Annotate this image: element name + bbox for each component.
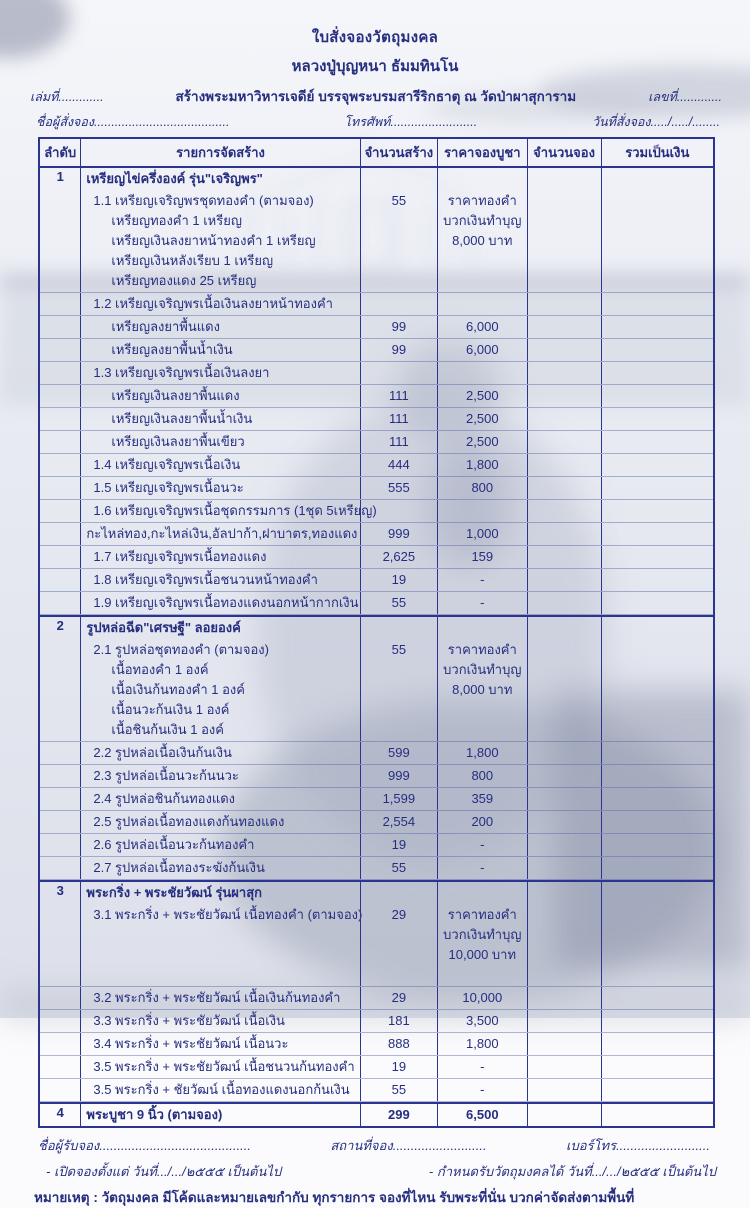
cell-price: 359 bbox=[437, 788, 527, 810]
table-row bbox=[40, 166, 713, 190]
cell-item bbox=[80, 1079, 359, 1101]
header-item: รายการจัดสร้าง bbox=[80, 139, 359, 166]
table-row bbox=[40, 1079, 713, 1102]
table-body bbox=[40, 166, 713, 1126]
cell-no bbox=[40, 1079, 80, 1101]
item-line: พระบูชา 9 นิ้ว (ตามจอง) bbox=[86, 1107, 223, 1122]
cell-price: 200 bbox=[437, 811, 527, 833]
cell-item bbox=[80, 765, 359, 787]
item-line: เนื้อทองคำ 1 องค์ bbox=[111, 662, 209, 677]
table-row bbox=[40, 523, 713, 546]
cell-no bbox=[40, 339, 80, 361]
item-line: 2.3 รูปหล่อเนื้อนวะก้นนวะ bbox=[93, 768, 239, 783]
item-line: เหรียญเงินลงยาหน้าทองคำ 1 เหรียญ bbox=[111, 233, 316, 248]
cell-item bbox=[80, 339, 359, 361]
cell-item bbox=[80, 1104, 359, 1126]
cell-total bbox=[601, 811, 713, 833]
table-row bbox=[40, 1056, 713, 1079]
cell-item bbox=[80, 834, 359, 856]
cell-item bbox=[80, 385, 359, 407]
cell-order-qty bbox=[527, 1033, 601, 1055]
cell-order-qty bbox=[527, 477, 601, 499]
cell-no bbox=[40, 592, 80, 614]
cell-made-qty: 19 bbox=[360, 1056, 437, 1078]
cell-order-qty bbox=[527, 523, 601, 545]
cell-no bbox=[40, 408, 80, 430]
table-row bbox=[40, 615, 713, 639]
item-line: เหรียญเงินลงยาพื้นเขียว bbox=[111, 434, 245, 449]
header-no: ลำดับ bbox=[44, 145, 77, 160]
item-line: 1.3 เหรียญเจริญพรเนื้อเงินลงยา bbox=[93, 365, 270, 380]
cell-price: ราคาทองคำ บวกเงินทำบุญ 10,000 บาท bbox=[437, 904, 527, 986]
cell-price: 159 bbox=[437, 546, 527, 568]
cell-price bbox=[437, 168, 527, 190]
cell-item bbox=[80, 857, 359, 879]
cell-made-qty bbox=[360, 362, 437, 384]
cell-price bbox=[437, 500, 527, 522]
cell-no bbox=[40, 639, 80, 741]
cell-made-qty: 99 bbox=[360, 316, 437, 338]
table-row bbox=[40, 293, 713, 316]
cell-item bbox=[80, 546, 359, 568]
table-row bbox=[40, 362, 713, 385]
item-line: 3.3 พระกริ่ง + พระชัยวัฒน์ เนื้อเงิน bbox=[93, 1013, 285, 1028]
table-row bbox=[40, 339, 713, 362]
cell-made-qty: 599 bbox=[360, 742, 437, 764]
cell-item bbox=[80, 882, 359, 904]
cell-made-qty: 55 bbox=[360, 1079, 437, 1101]
item-line: 1.9 เหรียญเจริญพรเนื้อทองแดงนอกหน้ากากเงิน bbox=[93, 595, 359, 610]
item-line: เนื้อนวะก้นเงิน 1 องค์ bbox=[111, 702, 230, 717]
item-line: 1.5 เหรียญเจริญพรเนื้อนวะ bbox=[93, 480, 244, 495]
cell-no bbox=[40, 857, 80, 879]
cell-no bbox=[40, 454, 80, 476]
cell-item bbox=[80, 168, 359, 190]
cell-total bbox=[601, 788, 713, 810]
cell-no bbox=[40, 431, 80, 453]
cell-made-qty: 55 bbox=[360, 592, 437, 614]
cell-total bbox=[601, 742, 713, 764]
cell-made-qty: 1,599 bbox=[360, 788, 437, 810]
cell-item bbox=[80, 592, 359, 614]
table-row bbox=[40, 742, 713, 765]
cell-order-qty bbox=[527, 500, 601, 522]
item-line: 1.8 เหรียญเจริญพรเนื้อชนวนหน้าทองคำ bbox=[93, 572, 318, 587]
cell-price bbox=[437, 293, 527, 315]
item-line: กะไหล่ทอง,กะไหล่เงิน,อัลปาก้า,ฝาบาตร,ทองแดง bbox=[86, 526, 358, 541]
cell-order-qty bbox=[527, 385, 601, 407]
table-row bbox=[40, 904, 713, 987]
item-line bbox=[84, 925, 356, 945]
cell-order-qty bbox=[527, 1104, 601, 1126]
receive-date-note: - กำหนดรับวัตถุมงคลได้ วันที่.../.../๒๕๕๕ เป็นต้นไป bbox=[428, 1164, 716, 1179]
cell-made-qty: 555 bbox=[360, 477, 437, 499]
cell-item bbox=[80, 477, 359, 499]
cell-made-qty: 2,625 bbox=[360, 546, 437, 568]
header-price: ราคาจองบูชา bbox=[437, 139, 527, 166]
cell-made-qty: 181 bbox=[360, 1010, 437, 1032]
cell-made-qty: 999 bbox=[360, 765, 437, 787]
cell-total bbox=[601, 882, 713, 904]
cell-item bbox=[80, 431, 359, 453]
item-line: เนื้อเงินก้นทองคำ 1 องค์ bbox=[111, 682, 245, 697]
receiver-name-field: ชื่อผู้รับจอง.......................................... bbox=[38, 1138, 251, 1153]
cell-item bbox=[80, 362, 359, 384]
table-row bbox=[40, 765, 713, 788]
cell-item bbox=[80, 904, 363, 986]
cell-no bbox=[40, 477, 80, 499]
item-line: เหรียญเงินลงยาพื้นน้ำเงิน bbox=[111, 411, 253, 426]
header-meta-row-2 bbox=[0, 112, 750, 132]
item-line: 2.4 รูปหล่อชินก้นทองแดง bbox=[93, 791, 235, 806]
item-line: เหรียญทองแดง 25 เหรียญ bbox=[111, 273, 257, 288]
cell-order-qty bbox=[527, 592, 601, 614]
cell-total bbox=[601, 168, 713, 190]
cell-total bbox=[601, 523, 713, 545]
remark-note: หมายเหตุ : วัตถุมงคล มีโค้ดและหมายเลขกำกับ ทุกรายการ จองที่ไหน รับพระที่นั่น บวกค่าจัดส่งตามพื้นที่ bbox=[34, 1190, 635, 1205]
table-row bbox=[40, 639, 713, 742]
cell-no bbox=[40, 190, 80, 292]
table-row bbox=[40, 431, 713, 454]
cell-item bbox=[80, 811, 359, 833]
cell-total bbox=[601, 592, 713, 614]
order-table bbox=[38, 137, 715, 1128]
cell-price: 10,000 bbox=[437, 987, 527, 1009]
cell-order-qty bbox=[527, 617, 601, 639]
cell-no: 2 bbox=[56, 618, 64, 633]
cell-total bbox=[601, 1079, 713, 1101]
cell-made-qty: 111 bbox=[360, 431, 437, 453]
item-line: เหรียญเงินหลังเรียบ 1 เหรียญ bbox=[111, 253, 274, 268]
table-row bbox=[40, 190, 713, 293]
orderer-name-field: ชื่อผู้สั่งจอง....................................... bbox=[36, 115, 230, 129]
cell-price: 1,800 bbox=[437, 1033, 527, 1055]
table-row bbox=[40, 454, 713, 477]
cell-no bbox=[40, 742, 80, 764]
table-row bbox=[40, 834, 713, 857]
cell-price: 3,500 bbox=[437, 1010, 527, 1032]
item-line bbox=[84, 965, 356, 985]
cell-item bbox=[80, 1033, 359, 1055]
cell-order-qty bbox=[527, 546, 601, 568]
footer-fields-row bbox=[38, 1135, 710, 1156]
cell-no bbox=[40, 546, 80, 568]
cell-price: ราคาทองคำ บวกเงินทำบุญ 8,000 บาท bbox=[437, 190, 527, 292]
cell-no bbox=[40, 1033, 80, 1055]
cell-no: 4 bbox=[56, 1105, 64, 1120]
document-header bbox=[0, 0, 750, 78]
cell-order-qty bbox=[527, 431, 601, 453]
cell-total bbox=[601, 617, 713, 639]
cell-price: - bbox=[437, 569, 527, 591]
order-date-field: วันที่สั่งจอง...../...../........ bbox=[592, 115, 720, 129]
cell-price: - bbox=[437, 1056, 527, 1078]
cell-made-qty: 55 bbox=[360, 190, 437, 292]
item-line: 3.5 พระกริ่ง + ชัยวัฒน์ เนื้อทองแดงนอกก้นเงิน bbox=[93, 1082, 350, 1097]
item-line: 2.5 รูปหล่อเนื้อทองแดงก้นทองแดง bbox=[93, 814, 285, 829]
cell-no bbox=[40, 293, 80, 315]
table-row bbox=[40, 1102, 713, 1126]
cell-order-qty bbox=[527, 408, 601, 430]
table-row bbox=[40, 1010, 713, 1033]
cell-price: 1,800 bbox=[437, 742, 527, 764]
cell-price bbox=[437, 617, 527, 639]
cell-total bbox=[601, 1104, 713, 1126]
cell-price bbox=[437, 362, 527, 384]
cell-total bbox=[601, 190, 713, 292]
cell-total bbox=[601, 431, 713, 453]
cell-made-qty: 299 bbox=[360, 1104, 437, 1126]
cell-item bbox=[80, 1056, 359, 1078]
cell-price: 2,500 bbox=[437, 408, 527, 430]
cell-price: - bbox=[437, 592, 527, 614]
cell-made-qty: 999 bbox=[360, 523, 437, 545]
cell-order-qty bbox=[527, 1079, 601, 1101]
cell-order-qty bbox=[527, 742, 601, 764]
cell-total bbox=[601, 765, 713, 787]
cell-total bbox=[601, 1033, 713, 1055]
item-line: เหรียญทองคำ 1 เหรียญ bbox=[111, 213, 242, 228]
header-meta-row-1 bbox=[0, 85, 750, 107]
cell-order-qty bbox=[527, 362, 601, 384]
cell-item bbox=[80, 617, 359, 639]
cell-total bbox=[601, 639, 713, 741]
cell-order-qty bbox=[527, 811, 601, 833]
cell-item bbox=[80, 569, 359, 591]
cell-price: 1,000 bbox=[437, 523, 527, 545]
document-title: ใบสั่งจองวัตถุมงคล bbox=[311, 29, 439, 46]
cell-item bbox=[80, 639, 359, 741]
cell-no bbox=[40, 811, 80, 833]
cell-made-qty: 55 bbox=[360, 639, 437, 741]
table-row bbox=[40, 788, 713, 811]
cell-total bbox=[601, 293, 713, 315]
cell-total bbox=[601, 362, 713, 384]
cell-no bbox=[40, 1010, 80, 1032]
cell-made-qty: 19 bbox=[360, 569, 437, 591]
cell-order-qty bbox=[527, 293, 601, 315]
cell-item bbox=[80, 987, 359, 1009]
cell-made-qty bbox=[360, 882, 437, 904]
cell-item bbox=[80, 742, 359, 764]
cell-order-qty bbox=[527, 639, 601, 741]
cell-order-qty bbox=[527, 904, 601, 986]
cell-total bbox=[601, 546, 713, 568]
cell-total bbox=[601, 857, 713, 879]
table-row bbox=[40, 316, 713, 339]
cell-total bbox=[601, 1010, 713, 1032]
cell-order-qty bbox=[527, 454, 601, 476]
cell-made-qty: 29 bbox=[360, 987, 437, 1009]
table-row bbox=[40, 880, 713, 904]
cell-no bbox=[40, 316, 80, 338]
cell-no bbox=[40, 385, 80, 407]
cell-no bbox=[40, 788, 80, 810]
cell-total bbox=[601, 500, 713, 522]
phone-field: โทรศัพท์......................... bbox=[344, 115, 478, 129]
cell-item bbox=[80, 408, 359, 430]
cell-no bbox=[40, 904, 80, 986]
cell-order-qty bbox=[527, 1010, 601, 1032]
cell-price: 800 bbox=[437, 477, 527, 499]
table-header-row bbox=[40, 139, 713, 166]
item-line: 3.2 พระกริ่ง + พระชัยวัฒน์ เนื้อเงินก้นทองคำ bbox=[93, 990, 341, 1005]
cell-made-qty bbox=[360, 617, 437, 639]
item-line: เหรียญลงยาพื้นแดง bbox=[111, 319, 220, 334]
cell-order-qty bbox=[527, 168, 601, 190]
cell-price: - bbox=[437, 1079, 527, 1101]
cell-total bbox=[601, 987, 713, 1009]
item-line: 1.6 เหรียญเจริญพรเนื้อชุดกรรมการ (1ชุด 5เหรียญ) bbox=[93, 503, 377, 518]
cell-order-qty bbox=[527, 339, 601, 361]
cell-price: 2,500 bbox=[437, 385, 527, 407]
cell-order-qty bbox=[527, 834, 601, 856]
cell-price bbox=[437, 882, 527, 904]
item-line: 2.1 รูปหล่อชุดทองคำ (ตามจอง) bbox=[93, 642, 269, 657]
cell-made-qty: 2,554 bbox=[360, 811, 437, 833]
contact-phone-field: เบอร์โทร.......................... bbox=[566, 1138, 710, 1153]
cell-made-qty bbox=[360, 500, 437, 522]
item-line: 1.2 เหรียญเจริญพรเนื้อเงินลงยาหน้าทองคำ bbox=[93, 296, 333, 311]
cell-made-qty: 55 bbox=[360, 857, 437, 879]
cell-total bbox=[601, 569, 713, 591]
item-line bbox=[84, 945, 356, 965]
cell-made-qty bbox=[360, 293, 437, 315]
item-line: 2.7 รูปหล่อเนื้อทองระฆังก้นเงิน bbox=[93, 860, 265, 875]
item-line: 3.1 พระกริ่ง + พระชัยวัฒน์ เนื้อทองคำ (ตามจอง) bbox=[93, 907, 363, 922]
cell-made-qty: 111 bbox=[360, 408, 437, 430]
cell-made-qty: 888 bbox=[360, 1033, 437, 1055]
cell-item bbox=[80, 1010, 359, 1032]
cell-order-qty bbox=[527, 316, 601, 338]
item-line: เหรียญเงินลงยาพื้นแดง bbox=[111, 388, 240, 403]
cell-made-qty: 19 bbox=[360, 834, 437, 856]
table-row bbox=[40, 500, 713, 523]
table-row bbox=[40, 592, 713, 615]
item-line: เหรียญลงยาพื้นน้ำเงิน bbox=[111, 342, 233, 357]
cell-price: 6,000 bbox=[437, 339, 527, 361]
cell-made-qty: 111 bbox=[360, 385, 437, 407]
cell-total bbox=[601, 339, 713, 361]
item-line: 3.5 พระกริ่ง + พระชัยวัฒน์ เนื้อชนวนก้นทองคำ bbox=[93, 1059, 355, 1074]
table-row bbox=[40, 477, 713, 500]
table-row bbox=[40, 1033, 713, 1056]
item-line: 1.1 เหรียญเจริญพรชุดทองคำ (ตามจอง) bbox=[93, 193, 314, 208]
header-order-qty: จำนวนจอง bbox=[527, 139, 601, 166]
monk-name: หลวงปู่บุญหนา ธัมมทินโน bbox=[291, 58, 459, 75]
cell-order-qty bbox=[527, 857, 601, 879]
item-line: 2.2 รูปหล่อเนื้อเงินก้นเงิน bbox=[93, 745, 232, 760]
cell-made-qty: 29 bbox=[360, 904, 437, 986]
item-line: เนื้อชินก้นเงิน 1 องค์ bbox=[111, 722, 224, 737]
cell-item bbox=[80, 523, 359, 545]
table-row bbox=[40, 569, 713, 592]
cell-order-qty bbox=[527, 190, 601, 292]
cell-price: - bbox=[437, 857, 527, 879]
cell-no bbox=[40, 569, 80, 591]
cell-no bbox=[40, 500, 80, 522]
cell-item bbox=[80, 788, 359, 810]
table-row bbox=[40, 987, 713, 1010]
cell-no: 3 bbox=[56, 883, 64, 898]
footer-dates-row bbox=[46, 1161, 716, 1182]
cell-made-qty: 99 bbox=[360, 339, 437, 361]
open-date-note: - เปิดจองตั้งแต่ วันที่.../.../๒๕๕๕ เป็นต้นไป bbox=[46, 1164, 282, 1179]
cell-total bbox=[601, 477, 713, 499]
cell-no bbox=[40, 362, 80, 384]
document-number-field: เลขที่............. bbox=[648, 90, 722, 104]
cell-no bbox=[40, 987, 80, 1009]
cell-price: 6,500 bbox=[437, 1104, 527, 1126]
table-row bbox=[40, 408, 713, 431]
item-line: เหรียญไข่ครึ่งองค์ รุ่น"เจริญพร" bbox=[86, 171, 263, 186]
cell-price: 6,000 bbox=[437, 316, 527, 338]
cell-order-qty bbox=[527, 569, 601, 591]
table-row bbox=[40, 811, 713, 834]
cell-item bbox=[80, 293, 359, 315]
cell-price: 1,800 bbox=[437, 454, 527, 476]
cell-no bbox=[40, 765, 80, 787]
table-row bbox=[40, 857, 713, 880]
cell-total bbox=[601, 834, 713, 856]
cell-no bbox=[40, 523, 80, 545]
item-line: พระกริ่ง + พระชัยวัฒน์ รุ่นผาสุก bbox=[86, 885, 263, 900]
item-line: รูปหล่อฉีด"เศรษฐี" ลอยองค์ bbox=[86, 620, 241, 635]
order-place-field: สถานที่จอง.......................... bbox=[330, 1138, 487, 1153]
cell-total bbox=[601, 316, 713, 338]
item-line: 1.4 เหรียญเจริญพรเนื้อเงิน bbox=[93, 457, 241, 472]
item-line: 3.4 พระกริ่ง + พระชัยวัฒน์ เนื้อนวะ bbox=[93, 1036, 289, 1051]
cell-item bbox=[80, 316, 359, 338]
cell-no bbox=[40, 834, 80, 856]
cell-total bbox=[601, 454, 713, 476]
cell-no bbox=[40, 1056, 80, 1078]
cell-price: 800 bbox=[437, 765, 527, 787]
cell-made-qty: 444 bbox=[360, 454, 437, 476]
cell-price: ราคาทองคำ บวกเงินทำบุญ 8,000 บาท bbox=[437, 639, 527, 741]
cell-item bbox=[80, 190, 359, 292]
cell-order-qty bbox=[527, 1056, 601, 1078]
table-row bbox=[40, 546, 713, 569]
cell-made-qty bbox=[360, 168, 437, 190]
book-number-field: เล่มที่............. bbox=[30, 90, 104, 104]
item-line: 2.6 รูปหล่อเนื้อนวะก้นทองคำ bbox=[93, 837, 255, 852]
cell-order-qty bbox=[527, 788, 601, 810]
item-line: 1.7 เหรียญเจริญพรเนื้อทองแดง bbox=[93, 549, 267, 564]
cell-order-qty bbox=[527, 882, 601, 904]
cell-no: 1 bbox=[56, 169, 64, 184]
cell-total bbox=[601, 904, 713, 986]
table-row bbox=[40, 385, 713, 408]
cell-item bbox=[80, 454, 359, 476]
cell-price: - bbox=[437, 834, 527, 856]
cell-total bbox=[601, 408, 713, 430]
cell-item bbox=[80, 500, 377, 522]
cell-price: 2,500 bbox=[437, 431, 527, 453]
cell-order-qty bbox=[527, 987, 601, 1009]
project-description: สร้างพระมหาวิหารเจดีย์ บรรจุพระบรมสารีริกธาตุ ณ วัดป่าผาสุการาม bbox=[175, 89, 577, 104]
cell-total bbox=[601, 1056, 713, 1078]
cell-order-qty bbox=[527, 765, 601, 787]
cell-total bbox=[601, 385, 713, 407]
header-made-qty: จำนวนสร้าง bbox=[360, 139, 437, 166]
header-total: รวมเป็นเงิน bbox=[601, 139, 713, 166]
